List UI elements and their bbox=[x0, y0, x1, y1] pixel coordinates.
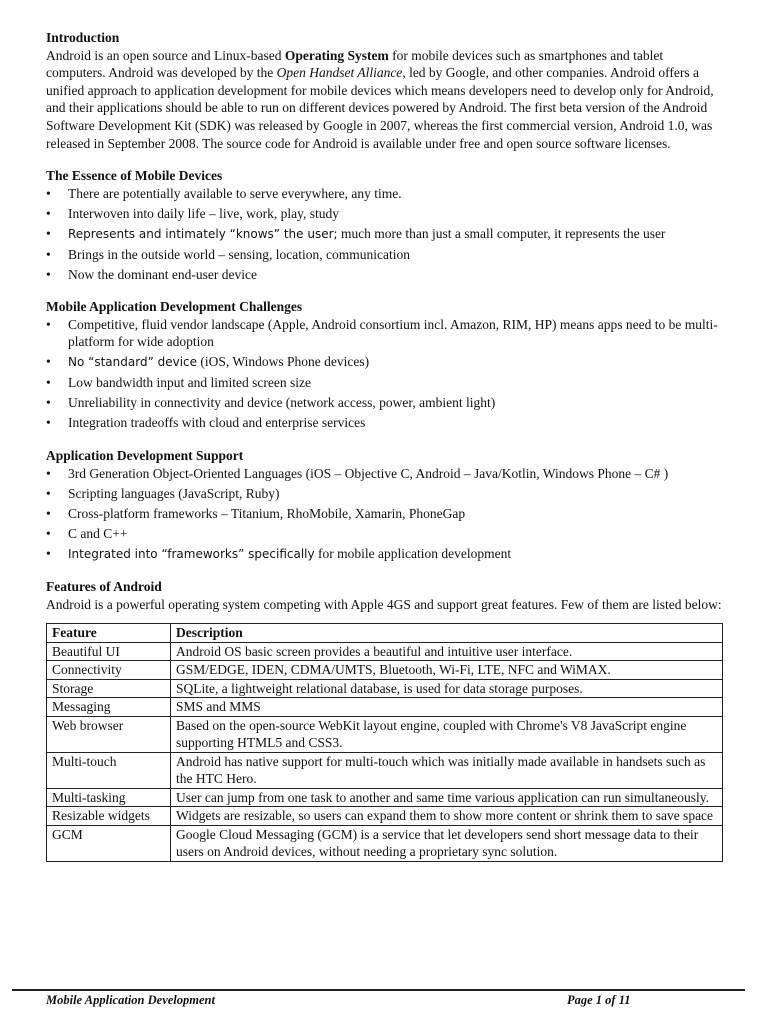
bullet-icon: • bbox=[46, 316, 51, 332]
column-header-description: Description bbox=[171, 624, 723, 643]
feature-cell: Beautiful UI bbox=[47, 642, 171, 661]
description-cell: Google Cloud Messaging (GCM) is a service that let developers send short message data to their users on Android devices, without needing a proprietary sync solution. bbox=[171, 825, 723, 861]
footer-title: Mobile Application Development bbox=[46, 993, 215, 1007]
list-item: • Unreliability in connectivity and device (network access, power, ambient light) bbox=[46, 395, 496, 411]
intro-text-1: Android is an open source and Linux-based bbox=[46, 47, 285, 63]
description-cell: GSM/EDGE, IDEN, CDMA/UMTS, Bluetooth, Wi-Fi, LTE, NFC and WiMAX. bbox=[171, 661, 723, 680]
challenges-list bbox=[46, 316, 724, 432]
list-item: • C and C++ bbox=[46, 525, 128, 541]
description-cell: Android OS basic screen provides a beautiful and intuitive user interface. bbox=[171, 642, 723, 661]
feature-cell: GCM bbox=[47, 825, 171, 861]
list-item: • No “standard” device (iOS, Windows Phone devices) bbox=[46, 354, 370, 370]
description-cell: Android has native support for multi-touch which was initially made available in handsets such as the HTC Hero. bbox=[171, 752, 723, 788]
features-section bbox=[46, 578, 724, 862]
list-item: • There are potentially available to serve everywhere, any time. bbox=[46, 185, 402, 201]
bullet-icon: • bbox=[46, 485, 51, 501]
bullet-icon: • bbox=[46, 225, 51, 241]
list-item: • Competitive, fluid vendor landscape (Apple, Android consortium incl. Amazon, RIM, HP) means apps need to be multi-platform for wide adoption bbox=[46, 316, 718, 350]
introduction-paragraph bbox=[46, 47, 724, 153]
features-intro: Android is a powerful operating system competing with Apple 4GS and support great features. Few of them are listed below: bbox=[46, 596, 722, 612]
description-cell: Based on the open-source WebKit layout engine, coupled with Chrome's V8 JavaScript engine supporting HTML5 and CSS3. bbox=[171, 716, 723, 752]
bullet-icon: • bbox=[46, 415, 51, 431]
support-list bbox=[46, 465, 724, 564]
table-row bbox=[47, 716, 723, 752]
bullet-icon: • bbox=[46, 395, 51, 411]
feature-cell: Multi-tasking bbox=[47, 788, 171, 807]
table-row bbox=[47, 698, 723, 717]
feature-cell: Messaging bbox=[47, 698, 171, 717]
list-item: • Represents and intimately “knows” the user; much more than just a small computer, it represents the user bbox=[46, 225, 666, 241]
feature-cell: Storage bbox=[47, 679, 171, 698]
bullet-icon: • bbox=[46, 545, 51, 561]
document-page bbox=[46, 29, 724, 862]
column-header-feature: Feature bbox=[47, 624, 171, 643]
list-item: • Integrated into “frameworks” specifically for mobile application development bbox=[46, 545, 512, 561]
bullet-icon: • bbox=[46, 505, 51, 521]
table-row bbox=[47, 825, 723, 861]
list-item: • Now the dominant end-user device bbox=[46, 266, 257, 282]
table-row bbox=[47, 752, 723, 788]
description-cell: SQLite, a lightweight relational database, is used for data storage purposes. bbox=[171, 679, 723, 698]
feature-cell: Web browser bbox=[47, 716, 171, 752]
table-header-row bbox=[47, 624, 723, 643]
list-item: • Low bandwidth input and limited screen size bbox=[46, 375, 311, 391]
table-row bbox=[47, 788, 723, 807]
bullet-icon: • bbox=[46, 246, 51, 262]
table-row bbox=[47, 661, 723, 680]
feature-cell: Multi-touch bbox=[47, 752, 171, 788]
table-row bbox=[47, 807, 723, 826]
list-item: • Interwoven into daily life – live, work, play, study bbox=[46, 205, 339, 221]
introduction-section bbox=[46, 29, 724, 152]
essence-list bbox=[46, 185, 724, 284]
bullet-icon: • bbox=[46, 266, 51, 282]
feature-cell: Connectivity bbox=[47, 661, 171, 680]
bullet-icon: • bbox=[46, 525, 51, 541]
bullet-icon: • bbox=[46, 465, 51, 481]
essence-section bbox=[46, 167, 724, 283]
support-heading: Application Development Support bbox=[46, 448, 244, 463]
features-table bbox=[46, 623, 723, 862]
features-heading: Features of Android bbox=[46, 579, 162, 595]
list-item: • 3rd Generation Object-Oriented Languages (iOS – Objective C, Android – Java/Kotlin, Windows Phone – C# ) bbox=[46, 465, 669, 481]
list-item: • Integration tradeoffs with cloud and enterprise services bbox=[46, 415, 366, 431]
introduction-heading: Introduction bbox=[46, 30, 120, 45]
bullet-icon: • bbox=[46, 185, 51, 201]
table-row bbox=[47, 679, 723, 698]
description-cell: Widgets are resizable, so users can expand them to show more content or shrink them to save space bbox=[171, 807, 723, 826]
operating-system-term: Operating System bbox=[284, 47, 389, 63]
intro-text-3: , led by Google, and other companies. Android offers a unified approach to application development for mobile devices which means developers need to develop only for Android, and their applications should be able to run on different devices powered by Android. The first beta version of the Android Software Development Kit (SDK) was released by Google in 2007, whereas the first commercial version, Android 1.0, was released in September 2008. The source code for Android is available under free and open source software licenses. bbox=[46, 65, 714, 151]
feature-cell: Resizable widgets bbox=[47, 807, 171, 826]
bullet-icon: • bbox=[46, 375, 51, 391]
list-item: • Scripting languages (JavaScript, Ruby) bbox=[46, 485, 280, 501]
description-cell: User can jump from one task to another and same time various application can run simultaneously. bbox=[171, 788, 723, 807]
intro-text-2: for mobile devices such as smartphones and tablet computers. Android was developed by the bbox=[46, 47, 664, 81]
list-item: • Brings in the outside world – sensing, location, communication bbox=[46, 246, 410, 262]
challenges-heading: Mobile Application Development Challenges bbox=[46, 299, 303, 315]
bullet-icon: • bbox=[46, 354, 51, 370]
footer-page-number: Page 1 of 11 bbox=[567, 993, 631, 1007]
list-item: • Cross-platform frameworks – Titanium, RhoMobile, Xamarin, PhoneGap bbox=[46, 505, 466, 521]
challenges-section bbox=[46, 298, 724, 432]
essence-heading: The Essence of Mobile Devices bbox=[46, 168, 223, 184]
table-row bbox=[47, 642, 723, 661]
page-footer bbox=[12, 989, 745, 1007]
description-cell: SMS and MMS bbox=[171, 698, 723, 717]
open-handset-alliance-term: Open Handset Alliance bbox=[276, 65, 403, 81]
bullet-icon: • bbox=[46, 205, 51, 221]
support-section bbox=[46, 447, 724, 563]
